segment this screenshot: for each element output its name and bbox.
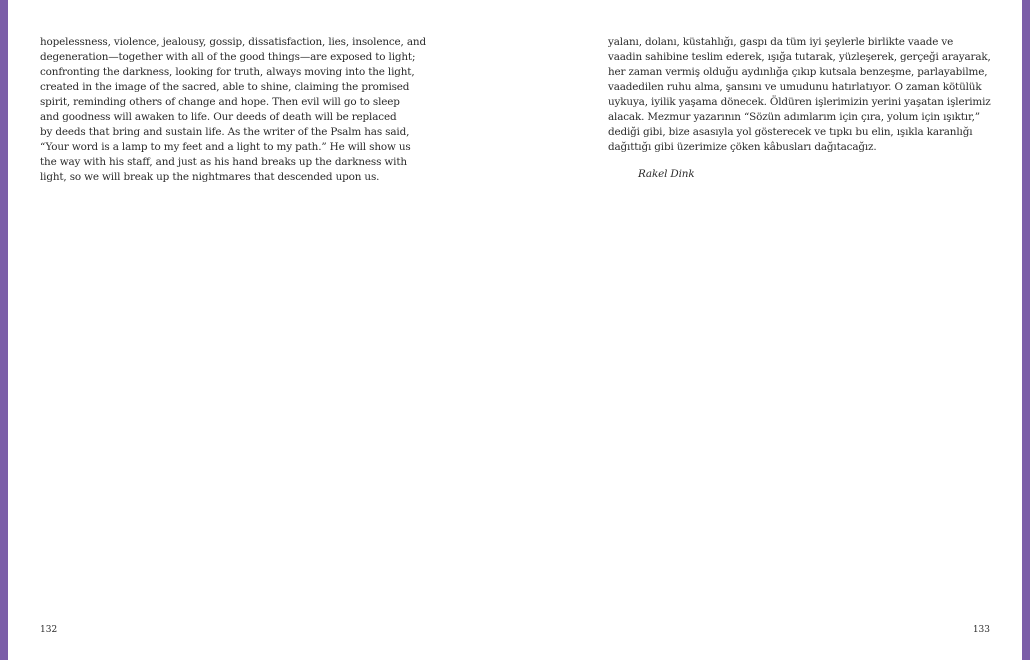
text-line: vaadin sahibine teslim ederek, ışığa tutarak, yüzleşerek, gerçeği arayarak, — [608, 51, 991, 63]
text-line: vaadedilen ruhu alma, şansını ve umudunu hatırlatıyor. O zaman kötülük — [608, 81, 982, 93]
page-number-right: 133 — [972, 625, 990, 635]
right-page — [515, 0, 1022, 660]
text-line: the way with his staff, and just as his hand breaks up the darkness with — [40, 156, 407, 168]
text-line: uykuya, iyilik yaşama dönecek. Öldüren işlerimizin yerini yaşatan işlerimiz — [608, 96, 991, 108]
text-line: dediği gibi, bize asasıyla yol gösterecek ve tıpkı bu elin, ışıkla karanlığı — [608, 126, 973, 138]
author-signature: Rakel Dink — [638, 168, 695, 180]
text-line: her zaman vermiş olduğu aydınlığa çıkıp kutsala benzeşme, parlayabilme, — [608, 66, 988, 78]
text-line: by deeds that bring and sustain life. As the writer of the Psalm has said, — [40, 126, 410, 138]
right-page-body — [608, 35, 991, 155]
page-number-left: 132 — [40, 625, 58, 635]
text-line: dağıttığı gibi üzerimize çöken kâbusları dağıtacağız. — [608, 141, 877, 153]
left-page — [8, 0, 515, 660]
text-line: spirit, reminding others of change and hope. Then evil will go to sleep — [40, 96, 400, 108]
text-line: alacak. Mezmur yazarının “Sözün adımlarım için çıra, yolum için ışıktır,” — [608, 111, 980, 123]
text-line: light, so we will break up the nightmares that descended upon us. — [40, 171, 380, 183]
text-line: hopelessness, violence, jealousy, gossip, dissatisfaction, lies, insolence, and — [40, 36, 426, 48]
left-edge-strip — [0, 0, 8, 660]
text-line: created in the image of the sacred, able to shine, claiming the promised — [40, 81, 410, 93]
text-line: yalanı, dolanı, küstahlığı, gaspı da tüm iyi şeylerle birlikte vaade ve — [608, 36, 954, 48]
text-line: “Your word is a lamp to my feet and a light to my path.” He will show us — [40, 141, 411, 153]
right-edge-strip — [1022, 0, 1030, 660]
left-page-body — [40, 35, 426, 185]
text-line: degeneration—together with all of the good things—are exposed to light; — [40, 51, 416, 63]
text-line: and goodness will awaken to life. Our deeds of death will be replaced — [40, 111, 397, 123]
text-line: confronting the darkness, looking for truth, always moving into the light, — [40, 66, 415, 78]
